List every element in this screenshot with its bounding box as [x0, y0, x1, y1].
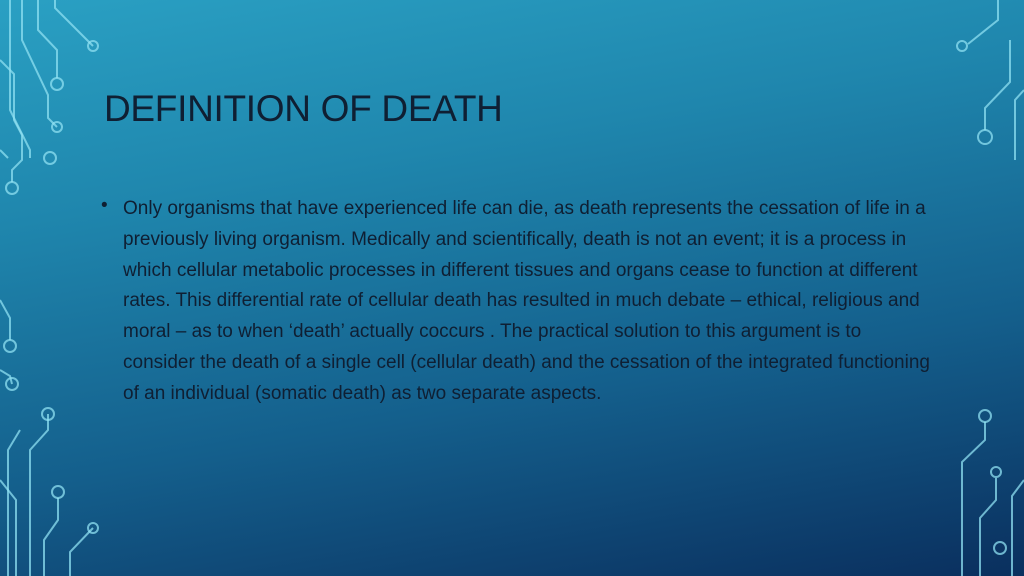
bullet-text: Only organisms that have experienced life can die, as death represents the cessation of life in a previously living organism. Medically and scientifically, death is not an event; it is a process in which cellular metabolic processes in different tissues and organs cease to function at different rates. This differential rate of cellular death has resulted in much debate – ethical, religious and moral – as to when ‘death’ actually coccurs . The practical solution to this argument is to consider the death of a single cell (cellular death) and the cessation of the integrated functioning of an individual (somatic death) as two separate aspects. — [123, 198, 930, 404]
bullet-list — [100, 194, 930, 410]
slide-title: DEFINITION OF DEATH — [104, 88, 503, 129]
bullet-dot-icon: • — [101, 195, 108, 216]
bullet-item — [100, 194, 930, 410]
